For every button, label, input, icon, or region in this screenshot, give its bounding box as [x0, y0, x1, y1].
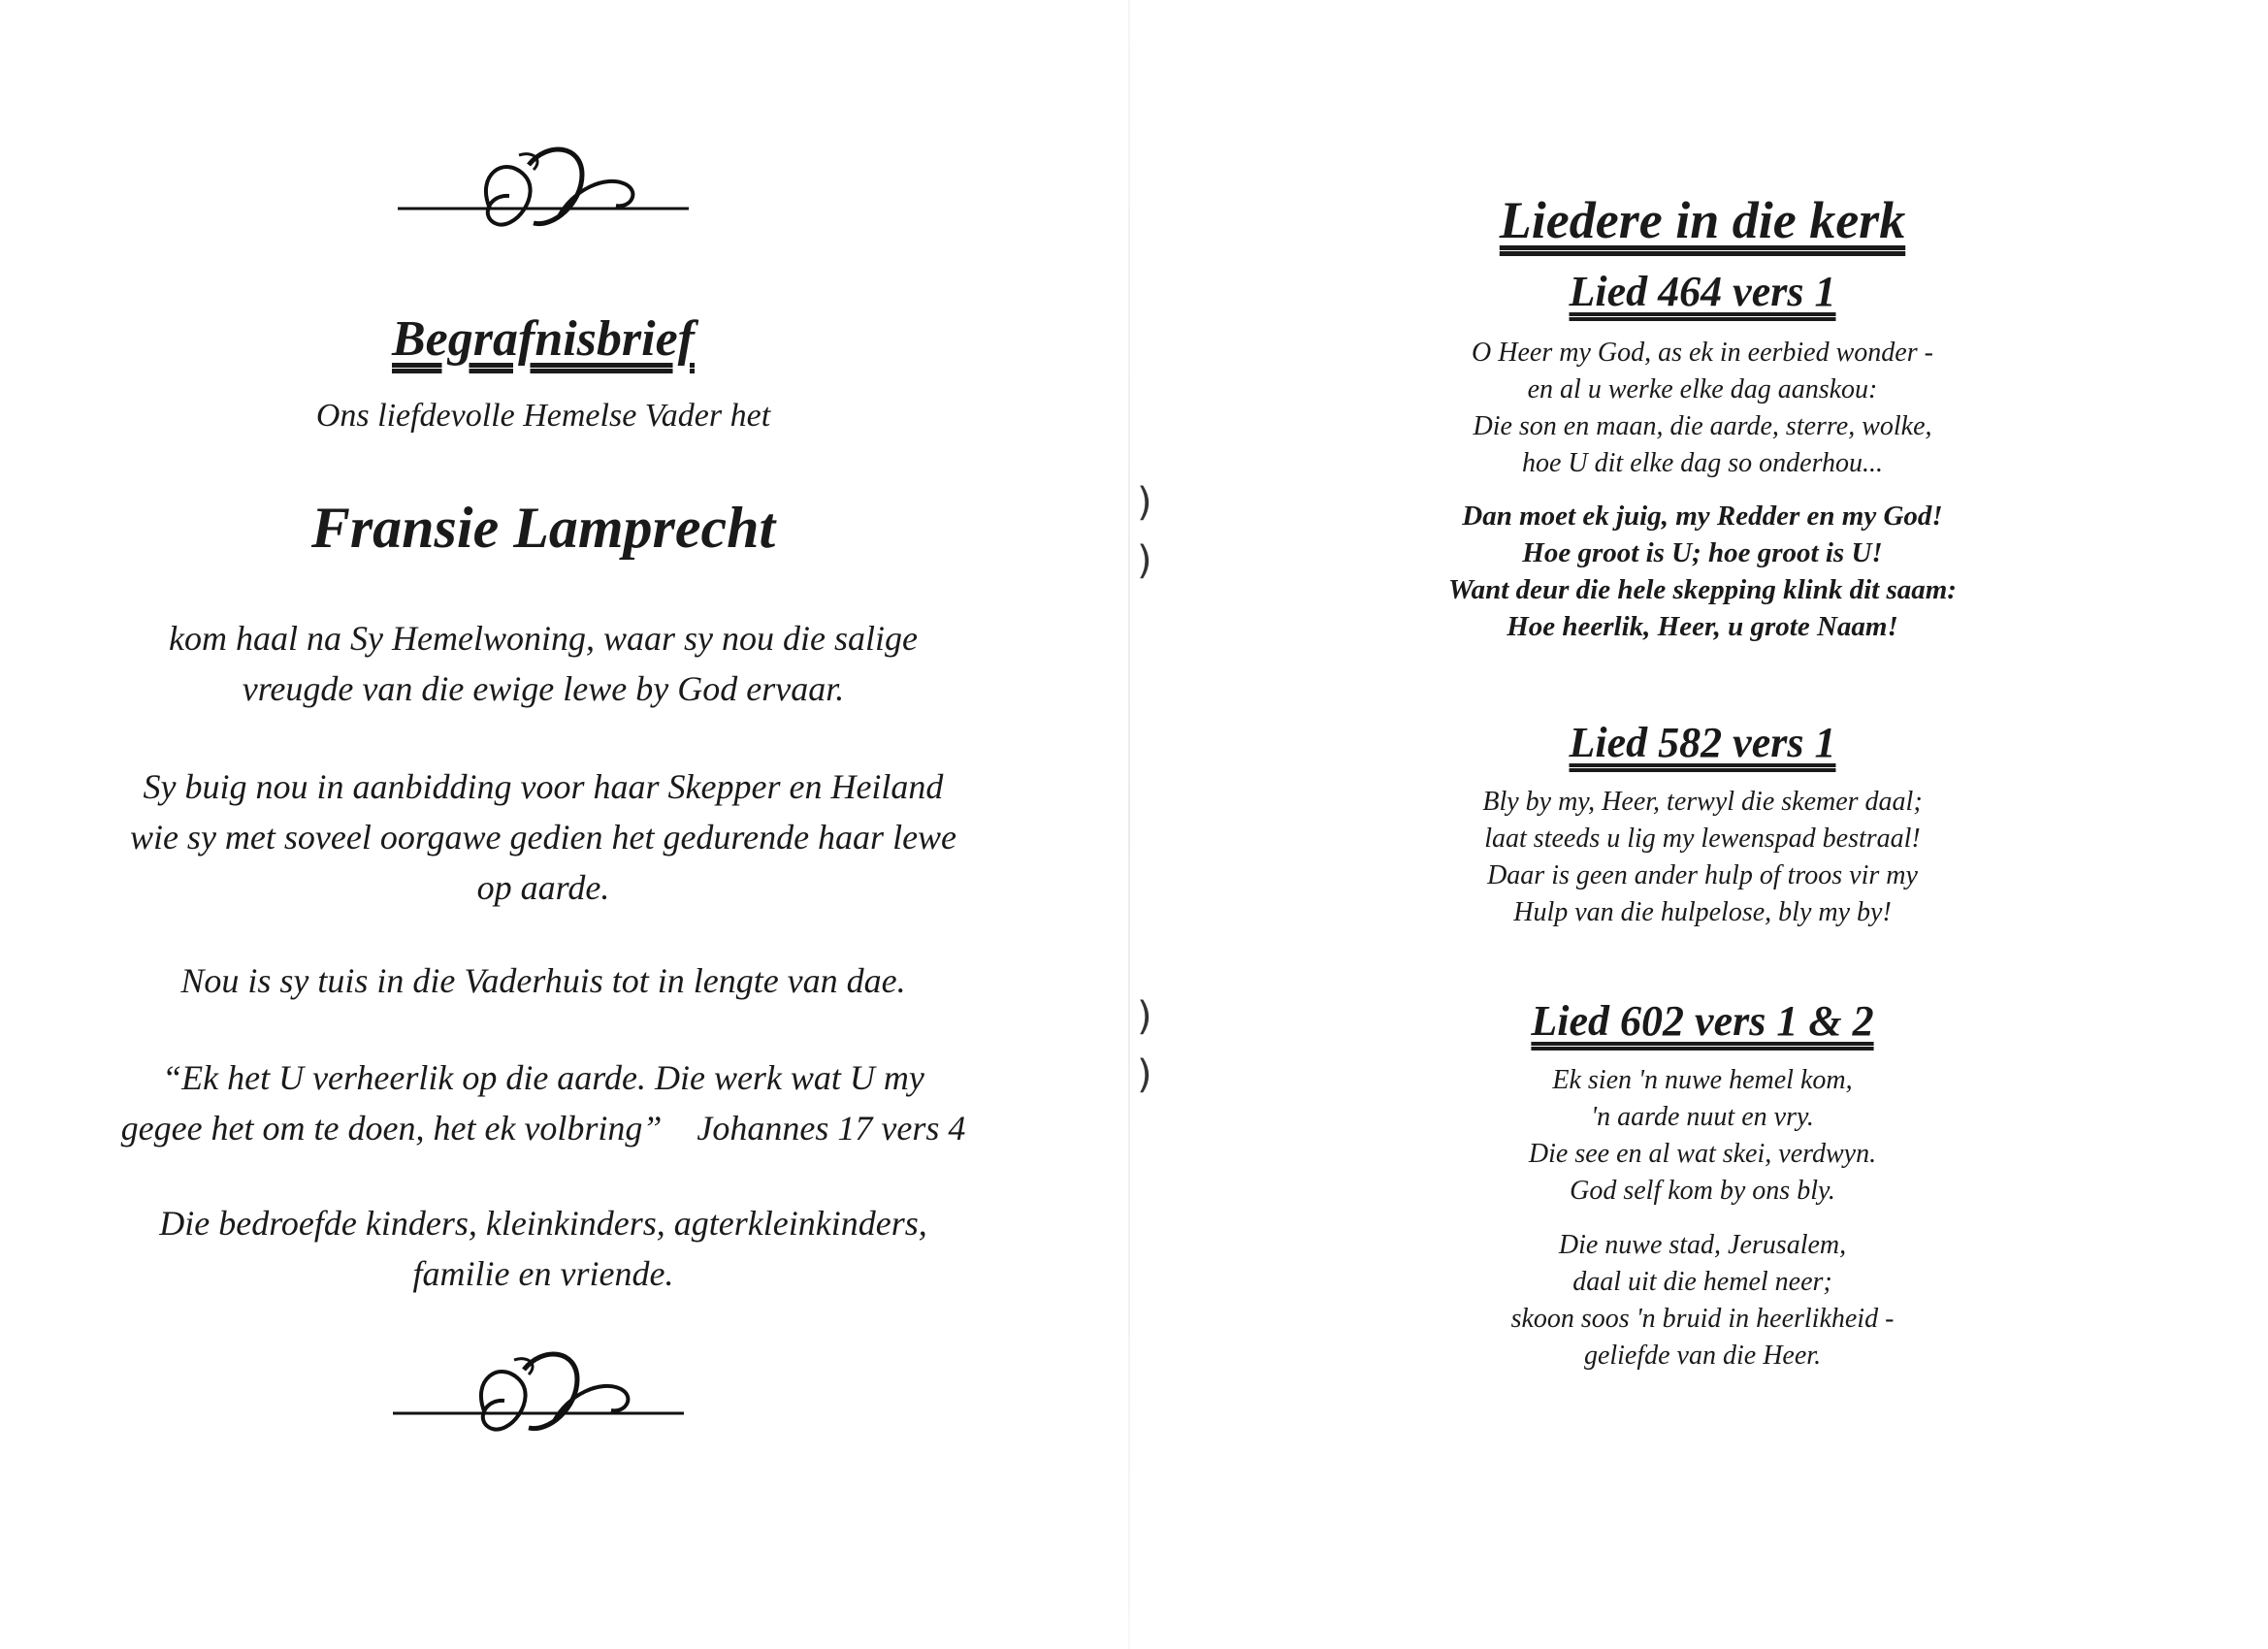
fold-mark: ): [1137, 538, 1152, 583]
verse-line: Dan moet ek juig, my Redder en my God!: [1462, 501, 1943, 532]
paragraph-line: op aarde.: [476, 868, 610, 907]
paragraph-line: kom haal na Sy Hemelwoning, waar sy nou die salige: [169, 619, 918, 658]
verse-line: Daar is geen ander hulp of troos vir my: [1487, 860, 1918, 890]
deceased-name: Fransie Lamprecht: [310, 496, 776, 560]
verse-line: Hulp van die hulpelose, bly my by!: [1513, 897, 1892, 927]
fold-mark: ): [1137, 994, 1152, 1039]
paragraph-homecoming: [58, 613, 1028, 714]
document-title: Begrafnisbrief: [392, 311, 695, 367]
verse-line: daal uit die hemel neer;: [1572, 1267, 1832, 1297]
song-verse: [1358, 784, 2047, 931]
right-page: [1358, 0, 2047, 1649]
paragraph-worship: [58, 761, 1028, 913]
paragraph-line: Nou is sy tuis in die Vaderhuis tot in lengte van dae.: [180, 961, 906, 1000]
flourish-ornament-bottom-icon: [393, 1343, 694, 1450]
verse-line: Bly by my, Heer, terwyl die skemer daal;: [1482, 787, 1923, 817]
paragraph-line: familie en vriende.: [412, 1254, 674, 1293]
verse-line: geliefde van die Heer.: [1583, 1341, 1822, 1371]
verse-line: God self kom by ons bly.: [1570, 1176, 1835, 1206]
paragraph-line: wie sy met soveel oorgawe gedien het gedurende haar lewe: [129, 818, 957, 857]
verse-line: Want deur die hele skepping klink dit saam:: [1448, 574, 1957, 605]
paragraph-mourners: [58, 1198, 1028, 1299]
page-fold-line: [1128, 0, 1130, 1649]
song-chorus: [1358, 498, 2047, 645]
songs-heading: Liedere in die kerk: [1499, 191, 1906, 249]
song-title: Lied 582 vers 1: [1569, 719, 1836, 766]
verse-line: 'n aarde nuut en vry.: [1591, 1102, 1814, 1132]
song-verse: [1358, 1227, 2047, 1374]
verse-line: Hoe groot is U; hoe groot is U!: [1522, 537, 1883, 568]
paragraph-line: gegee het om te doen, het ek volbring” Johannes 17 vers 4: [120, 1109, 966, 1148]
verse-line: Die see en al wat skei, verdwyn.: [1528, 1139, 1877, 1169]
verse-line: laat steeds u lig my lewenspad bestraal!: [1484, 824, 1921, 854]
paragraph-line: vreugde van die ewige lewe by God ervaar.: [242, 669, 845, 708]
paragraph-line: Sy buig nou in aanbidding voor haar Skepper en Heiland: [143, 767, 944, 806]
verse-line: Ek sien 'n nuwe hemel kom,: [1552, 1065, 1853, 1095]
song-title: Lied 464 vers 1: [1569, 268, 1836, 315]
intro-line: Ons liefdevolle Hemelse Vader het: [315, 398, 771, 434]
song-verse: [1358, 335, 2047, 482]
verse-line: Die nuwe stad, Jerusalem,: [1558, 1230, 1847, 1260]
fold-mark: ): [1137, 480, 1152, 525]
flourish-ornament-top-icon: [398, 136, 698, 242]
verse-line: en al u werke elke dag aanskou:: [1527, 374, 1878, 404]
paragraph-line: Die bedroefde kinders, kleinkinders, agterkleinkinders,: [159, 1204, 927, 1243]
song-title: Lied 602 vers 1 & 2: [1531, 997, 1874, 1045]
song-verse: [1358, 1062, 2047, 1210]
paragraph-line: “Ek het U verheerlik op die aarde. Die werk wat U my: [162, 1058, 924, 1097]
scripture-quote: [58, 1052, 1028, 1153]
verse-line: skoon soos 'n bruid in heerlikheid -: [1510, 1304, 1895, 1334]
left-page: [58, 0, 1028, 1649]
verse-line: O Heer my God, as ek in eerbied wonder -: [1472, 338, 1933, 368]
paragraph-vaderhuis: [58, 955, 1028, 1006]
verse-line: Die son en maan, die aarde, sterre, wolke,: [1473, 411, 1932, 441]
verse-line: hoe U dit elke dag so onderhou...: [1522, 448, 1883, 478]
fold-mark: ): [1137, 1052, 1152, 1097]
verse-line: Hoe heerlik, Heer, u grote Naam!: [1507, 611, 1898, 642]
